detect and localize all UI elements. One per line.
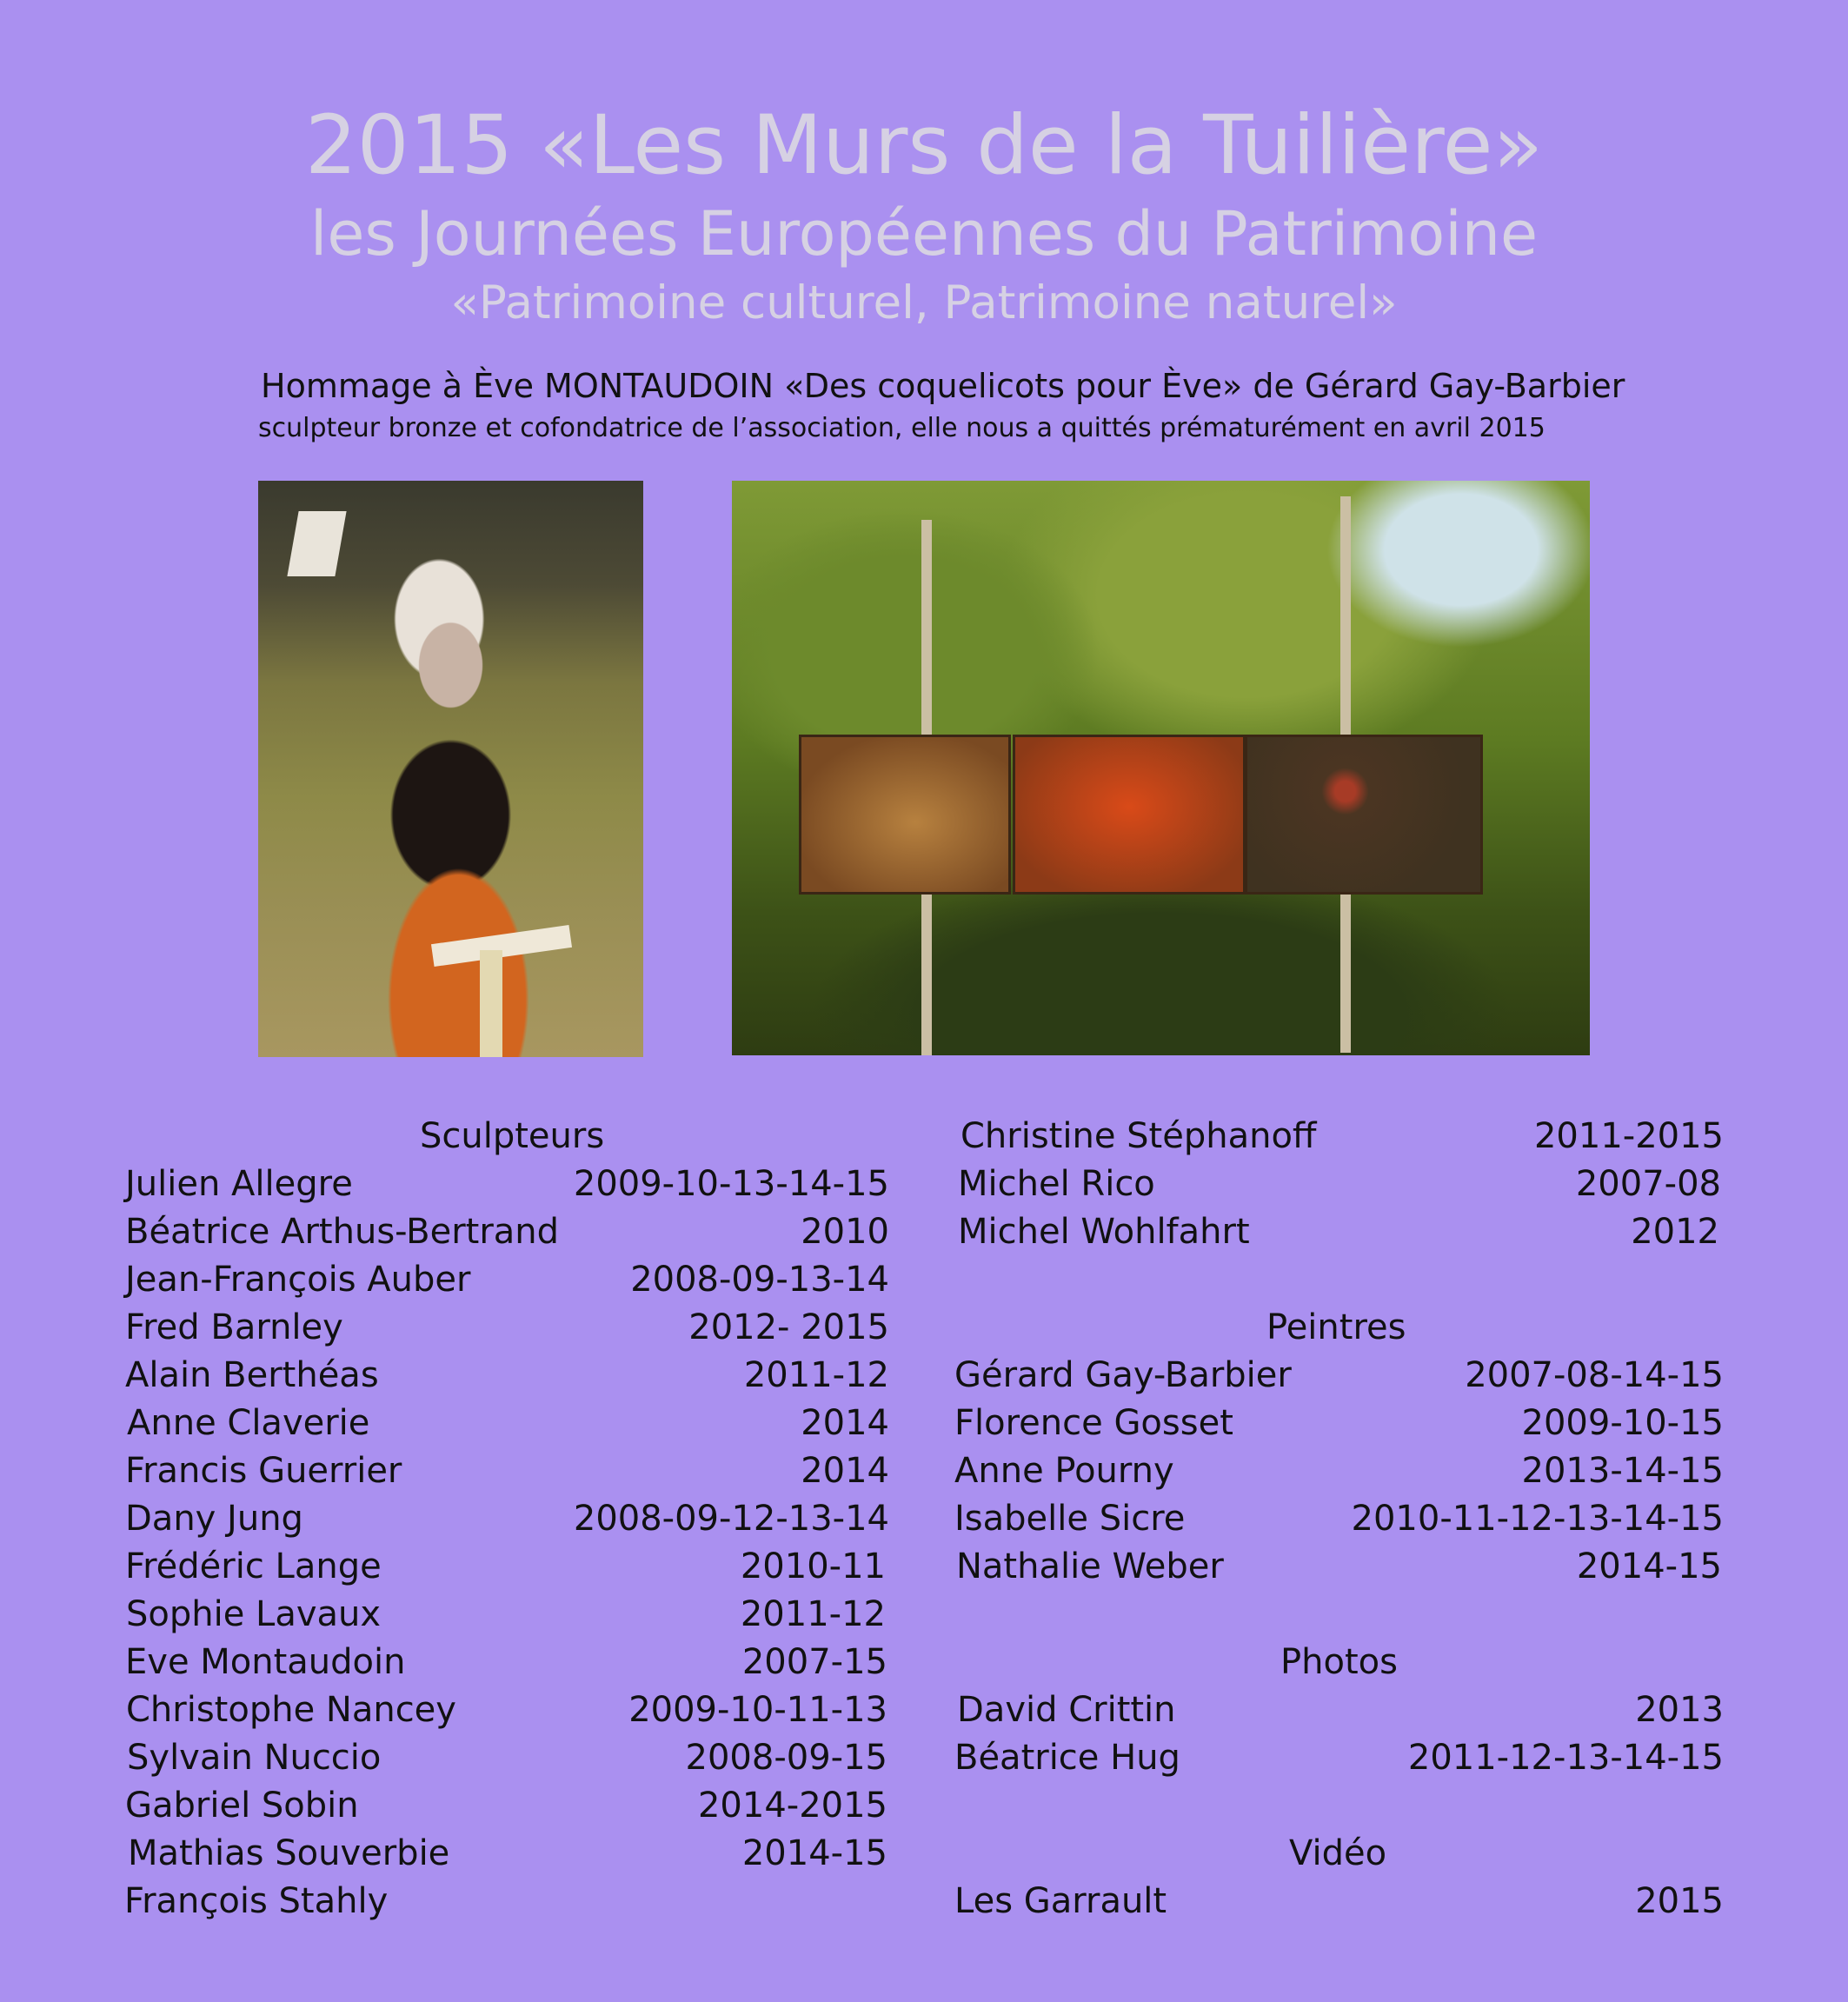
theme-line: «Patrimoine culturel, Patrimoine naturel» — [450, 276, 1398, 329]
sculpture-photo — [732, 481, 1590, 1055]
list-item: Mathias Souverbie 2014-15 — [128, 1833, 887, 1873]
list-item: Sylvain Nuccio 2008-09-15 — [127, 1738, 887, 1778]
list-item: Michel Rico 2007-08 — [958, 1164, 1721, 1204]
list-item: Dany Jung 2008-09-12-13-14 — [125, 1499, 889, 1539]
list-item: Christine Stéphanoff 2011-2015 — [961, 1116, 1724, 1156]
right-column — [954, 1113, 1724, 1939]
list-item: Fred Barnley 2012- 2015 — [125, 1307, 889, 1347]
panel-left — [799, 735, 1011, 895]
hommage-subline: sculpteur bronze et cofondatrice de l’association, elle nous a quittés prématurément en avril 2015 — [258, 413, 1546, 443]
list-item: Gabriel Sobin 2014-2015 — [125, 1786, 887, 1826]
list-item: Sophie Lavaux 2011-12 — [126, 1594, 886, 1634]
list-item: Francis Guerrier 2014 — [125, 1451, 889, 1491]
section-heading-peintres: Peintres — [1266, 1307, 1406, 1347]
list-item: Christophe Nancey 2009-10-11-13 — [126, 1690, 887, 1730]
main-title: 2015 «Les Murs de la Tuilière» — [305, 98, 1543, 193]
title-block — [0, 97, 1848, 334]
list-item: Nathalie Weber 2014-15 — [956, 1546, 1722, 1586]
list-item: François Stahly — [124, 1881, 389, 1921]
portrait-photo — [258, 481, 643, 1057]
list-item: Isabelle Sicre 2010-11-12-13-14-15 — [954, 1499, 1724, 1539]
list-item: Béatrice Arthus-Bertrand 2010 — [125, 1212, 889, 1252]
list-item: Frédéric Lange 2010-11 — [125, 1546, 886, 1586]
section-heading-video: Vidéo — [1289, 1833, 1387, 1873]
pole-shape — [480, 950, 502, 1057]
panel-right — [1245, 735, 1483, 895]
subtitle: les Journées Européennes du Patrimoine — [309, 198, 1539, 269]
list-item: Gérard Gay-Barbier 2007-08-14-15 — [954, 1355, 1724, 1395]
left-column — [124, 1113, 889, 1939]
section-heading-sculpteurs: Sculpteurs — [420, 1116, 605, 1156]
list-item: Les Garrault 2015 — [954, 1881, 1724, 1921]
list-item: Julien Allegre 2009-10-13-14-15 — [125, 1164, 889, 1204]
list-item: Alain Berthéas 2011-12 — [125, 1355, 889, 1395]
list-item: Béatrice Hug 2011-12-13-14-15 — [954, 1738, 1724, 1778]
list-item: Michel Wohlfahrt 2012 — [958, 1212, 1719, 1252]
deckchair-shape — [287, 511, 346, 576]
list-item: Anne Pourny 2013-14-15 — [954, 1451, 1724, 1491]
list-item: Jean-François Auber 2008-09-13-14 — [125, 1260, 889, 1300]
section-heading-photos: Photos — [1280, 1642, 1398, 1682]
list-item: Eve Montaudoin 2007-15 — [125, 1642, 887, 1682]
list-item: Anne Claverie 2014 — [127, 1403, 889, 1443]
list-item: David Crittin 2013 — [957, 1690, 1724, 1730]
list-item: Florence Gosset 2009-10-15 — [954, 1403, 1724, 1443]
panel-middle — [1013, 735, 1246, 895]
hommage-line: Hommage à Ève MONTAUDOIN «Des coquelicots pour Ève» de Gérard Gay-Barbier — [261, 367, 1625, 405]
